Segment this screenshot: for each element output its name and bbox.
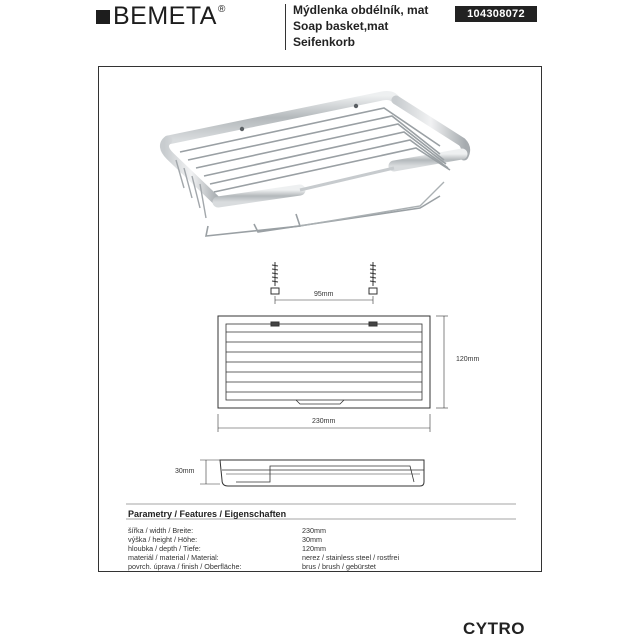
brand-name: BEMETA — [113, 2, 217, 30]
param-label: šířka / width / Breite: — [128, 526, 194, 535]
param-value: nerez / stainless steel / rostfrei — [302, 553, 400, 562]
product-series-name: CYTRO — [463, 619, 525, 638]
param-value: brus / brush / gebürstet — [302, 562, 376, 571]
param-value: 30mm — [302, 535, 322, 544]
param-value: 230mm — [302, 526, 326, 535]
dim-spacing-label: 95mm — [314, 291, 334, 298]
product-title-de: Seifenkorb — [293, 35, 356, 49]
dim-width-label: 230mm — [312, 418, 336, 425]
dim-depth-label: 120mm — [456, 356, 480, 363]
product-title-cz: Mýdlenka obdélník, mat — [293, 3, 429, 17]
screw-icon — [369, 262, 377, 294]
param-label: hloubka / depth / Tiefe: — [128, 544, 201, 553]
product-title-en: Soap basket,mat — [293, 19, 389, 33]
product-photo — [164, 96, 465, 237]
parameters-heading: Parametry / Features / Eigenschaften — [128, 509, 287, 519]
side-view-drawing — [200, 460, 424, 486]
param-value: 120mm — [302, 544, 326, 553]
top-view-drawing — [218, 296, 448, 432]
param-label: povrch. úprava / finish / Oberfläche: — [128, 562, 242, 571]
param-label: výška / height / Höhe: — [128, 535, 198, 544]
registered-mark: ® — [217, 4, 226, 15]
dim-height-label: 30mm — [175, 468, 195, 475]
product-code-badge: 104308072 — [455, 6, 537, 22]
screw-icon — [271, 262, 279, 294]
param-label: materiál / material / Material: — [128, 553, 219, 562]
